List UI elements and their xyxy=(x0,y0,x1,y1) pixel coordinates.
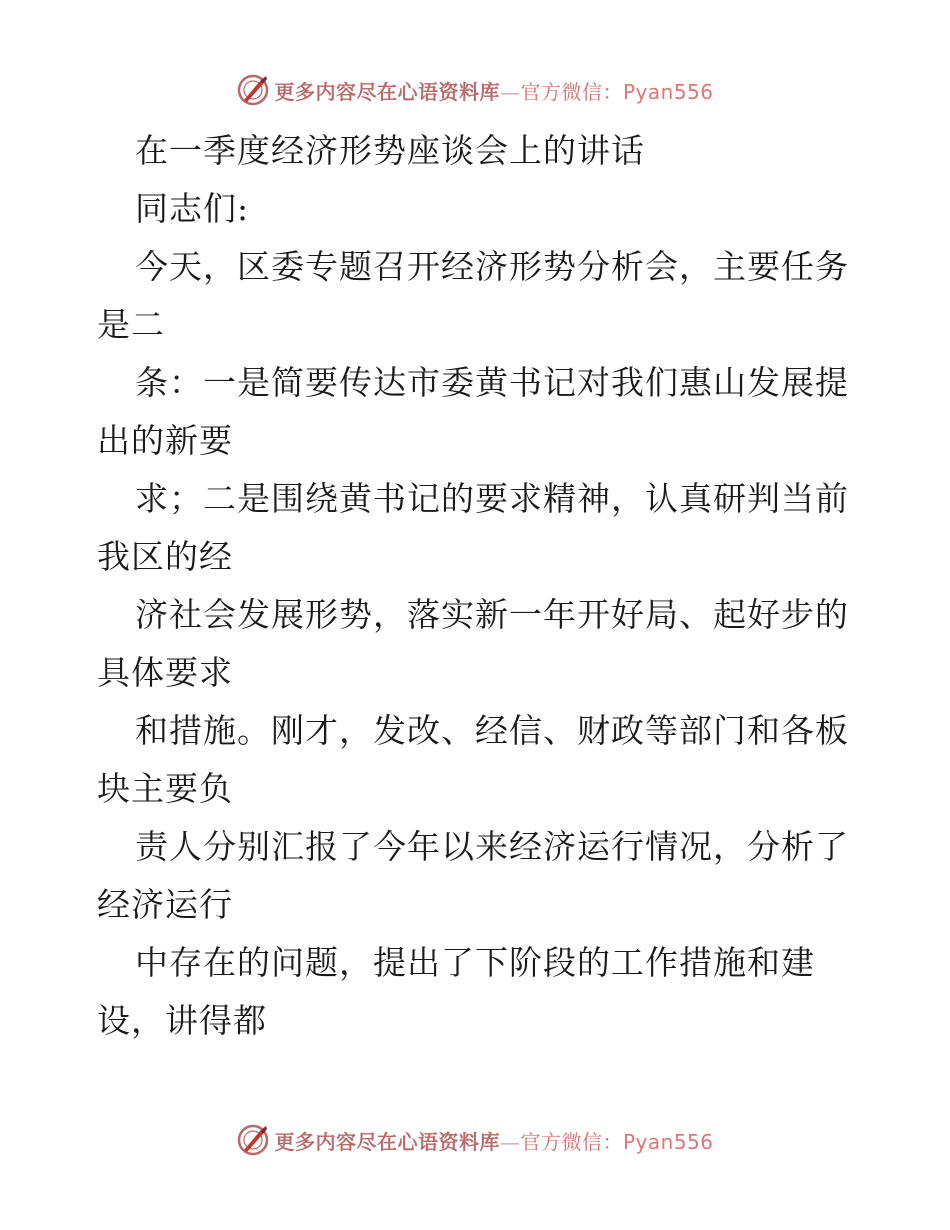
quill-pen-logo-icon xyxy=(236,1123,270,1157)
banner-text xyxy=(274,1126,713,1155)
banner-separator: — xyxy=(499,1129,521,1154)
body-line: 出的新要 xyxy=(97,421,233,460)
body-line: 和措施。刚才，发改、经信、财政等部门和各板 xyxy=(135,711,849,750)
body-line: 我区的经 xyxy=(97,537,233,576)
banner-wechat-label: 官方微信： xyxy=(520,79,623,104)
document-title: 在一季度经济形势座谈会上的讲话 xyxy=(135,131,645,170)
body-line: 济社会发展形势，落实新一年开好局、起好步的 xyxy=(135,595,849,634)
document-body xyxy=(97,122,857,1050)
quill-pen-logo-icon xyxy=(236,73,270,107)
banner-wechat-label: 官方微信： xyxy=(520,1129,623,1154)
banner-wechat-id: Pyan556 xyxy=(622,79,714,104)
body-line: 条：一是简要传达市委黄书记对我们惠山发展提 xyxy=(135,363,849,402)
banner-main-text: 更多内容尽在心语资料库 xyxy=(274,79,500,104)
body-line: 设，讲得都 xyxy=(97,1001,267,1040)
body-line: 中存在的问题，提出了下阶段的工作措施和建 xyxy=(135,943,815,982)
banner-separator: — xyxy=(499,79,521,104)
body-line: 求；二是围绕黄书记的要求精神，认真研判当前 xyxy=(135,479,849,518)
header-banner xyxy=(0,70,950,110)
body-line: 具体要求 xyxy=(97,653,233,692)
body-line: 责人分别汇报了今年以来经济运行情况，分析了 xyxy=(135,827,849,866)
banner-wechat-id: Pyan556 xyxy=(622,1129,714,1154)
body-line: 块主要负 xyxy=(97,769,233,808)
body-line: 是二 xyxy=(97,305,165,344)
banner-main-text: 更多内容尽在心语资料库 xyxy=(274,1129,500,1154)
body-line: 经济运行 xyxy=(97,885,233,924)
banner-text xyxy=(274,76,713,105)
footer-banner xyxy=(0,1120,950,1160)
salutation: 同志们: xyxy=(135,189,250,228)
body-line: 今天，区委专题召开经济形势分析会，主要任务 xyxy=(135,247,849,286)
